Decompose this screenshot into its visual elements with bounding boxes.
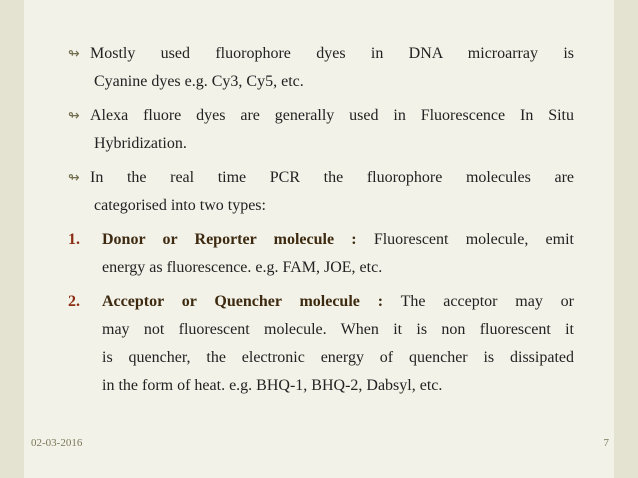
curved-arrow-bullet-icon: ↬ xyxy=(68,108,80,124)
item-number: 1. xyxy=(68,231,80,248)
bullet-item xyxy=(68,102,574,158)
bullet-line: Alexa fluore dyes are generally used in Fluorescence In Situ xyxy=(90,107,574,124)
numbered-line-rest: The acceptor may or xyxy=(383,293,575,310)
numbered-line xyxy=(102,288,574,316)
numbered-line xyxy=(102,226,574,254)
curved-arrow-bullet-icon: ↬ xyxy=(68,170,80,186)
bullet-item xyxy=(68,164,574,220)
left-border-band xyxy=(0,0,24,478)
slide-body xyxy=(68,40,574,406)
slide-number: 7 xyxy=(603,437,609,449)
footer-date: 02-03-2016 xyxy=(31,437,83,449)
numbered-line-continued: energy as fluorescence. e.g. FAM, JOE, etc. xyxy=(102,259,383,276)
bullet-line: Mostly used fluorophore dyes in DNA microarray is xyxy=(90,45,574,62)
term-heading: Acceptor or Quencher molecule : xyxy=(102,293,384,310)
numbered-line-continued: is quencher, the electronic energy of quencher is dissipated xyxy=(102,349,574,366)
right-border-band xyxy=(614,0,638,478)
bullet-item xyxy=(68,40,574,96)
bullet-line-continued: Cyanine dyes e.g. Cy3, Cy5, etc. xyxy=(94,73,304,90)
numbered-item xyxy=(68,288,574,400)
bullet-line-continued: categorised into two types: xyxy=(94,197,266,214)
term-heading: Donor or Reporter molecule : xyxy=(102,231,357,248)
numbered-line-rest: Fluorescent molecule, emit xyxy=(356,231,574,248)
curved-arrow-bullet-icon: ↬ xyxy=(68,46,80,62)
numbered-line-continued: may not fluorescent molecule. When it is non fluorescent it xyxy=(102,321,574,338)
item-number: 2. xyxy=(68,293,80,310)
numbered-item xyxy=(68,226,574,282)
bullet-line: In the real time PCR the fluorophore molecules are xyxy=(90,169,574,186)
bullet-line-continued: Hybridization. xyxy=(94,135,187,152)
numbered-line-continued: in the form of heat. e.g. BHQ-1, BHQ-2, Dabsyl, etc. xyxy=(102,377,443,394)
